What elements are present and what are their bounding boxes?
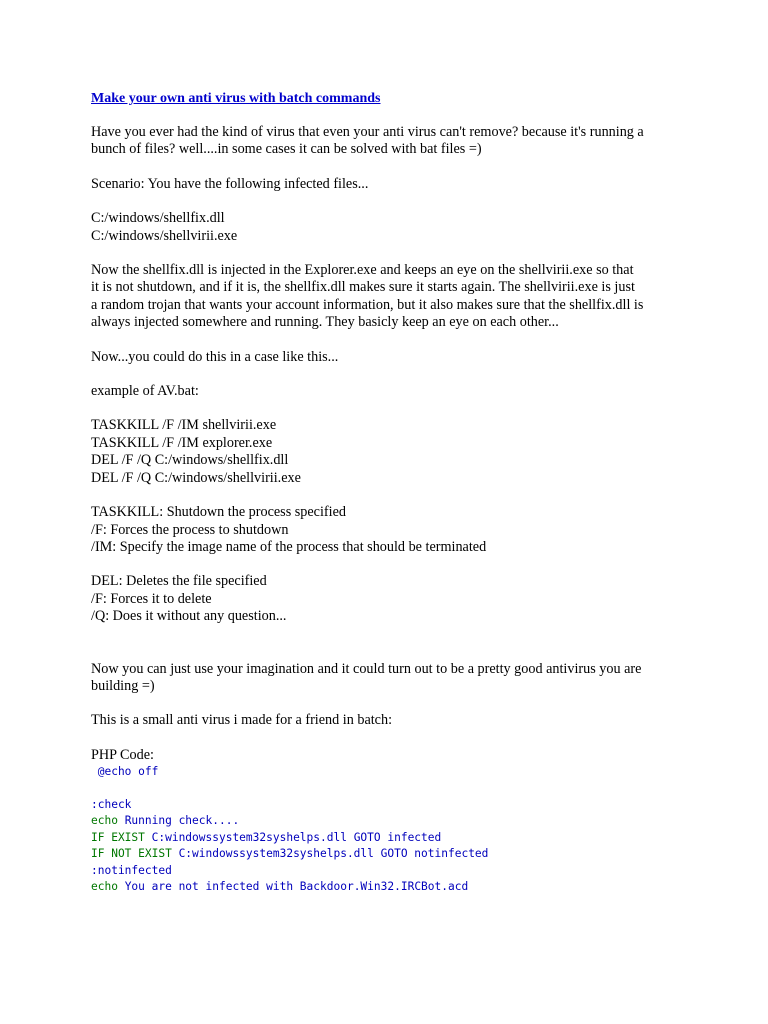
imagination-line: Now you can just use your imagination and it could turn out to be a pretty good antivirus you are xyxy=(91,660,642,677)
code-text: Running check.... xyxy=(117,814,240,828)
help-line: /Q: Does it without any question... xyxy=(91,608,287,625)
batch-command-line: DEL /F /Q C:/windows/shellfix.dll xyxy=(91,452,289,469)
scenario-text: Scenario: You have the following infected files... xyxy=(91,175,369,192)
code-keyword: echo xyxy=(91,814,118,828)
explanation-line: it is not shutdown, and if it is, the shellfix.dll makes sure it starts again. The shellvirii.exe is just xyxy=(91,279,635,296)
article-title-link[interactable]: Make your own anti virus with batch commands xyxy=(91,91,381,106)
code-keyword: IF NOT EXIST xyxy=(91,847,172,861)
intro-line: Have you ever had the kind of virus that even your anti virus can't remove? because it's running a xyxy=(91,124,644,140)
code-line xyxy=(91,846,691,862)
batch-command-line: TASKKILL /F /IM explorer.exe xyxy=(91,434,273,451)
now-text: Now...you could do this in a case like this... xyxy=(91,348,339,365)
code-text: :check xyxy=(91,797,132,811)
code-keyword: IF EXIST xyxy=(91,830,145,844)
intro-line: bunch of files? well....in some cases it can be solved with bat files =) xyxy=(91,141,482,158)
code-line xyxy=(91,830,691,846)
imagination-line: building =) xyxy=(91,677,155,694)
del-help xyxy=(91,573,691,625)
batch-command-line: TASKKILL /F /IM shellvirii.exe xyxy=(91,417,277,434)
code-text: :notinfected xyxy=(91,863,172,877)
code-line xyxy=(91,879,691,895)
explanation-paragraph xyxy=(91,262,691,332)
code-block xyxy=(91,764,691,895)
code-text xyxy=(91,782,98,795)
imagination-paragraph xyxy=(91,661,691,696)
code-line xyxy=(91,863,691,879)
code-line xyxy=(91,764,691,780)
help-line: /IM: Specify the image name of the process that should be terminated xyxy=(91,538,487,555)
infected-file-path: C:/windows/shellfix.dll xyxy=(91,210,225,227)
intro-paragraph xyxy=(91,124,691,159)
code-label: PHP Code: xyxy=(91,746,154,763)
code-text: C:windowssystem32syshelps.dll GOTO infected xyxy=(144,830,442,844)
code-line xyxy=(91,813,691,829)
code-text: @echo off xyxy=(91,765,159,779)
batch-command-line: DEL /F /Q C:/windows/shellvirii.exe xyxy=(91,469,301,486)
code-line xyxy=(91,797,691,813)
help-line: /F: Forces the process to shutdown xyxy=(91,521,289,538)
explanation-line: always injected somewhere and running. They basicly keep an eye on each other... xyxy=(91,314,559,331)
code-text: You are not infected with Backdoor.Win32.IRCBot.acd xyxy=(117,880,469,893)
small-av-text: This is a small anti virus i made for a friend in batch: xyxy=(91,712,393,729)
code-line xyxy=(91,781,691,797)
example-label: example of AV.bat: xyxy=(91,383,199,400)
help-line: /F: Forces it to delete xyxy=(91,590,212,607)
code-keyword: echo xyxy=(91,880,118,893)
help-line: TASKKILL: Shutdown the process specified xyxy=(91,504,346,521)
batch-commands xyxy=(91,417,691,487)
infected-file-path: C:/windows/shellvirii.exe xyxy=(91,227,238,244)
explanation-line: Now the shellfix.dll is injected in the Explorer.exe and keeps an eye on the shellvirii.exe so that xyxy=(91,262,634,279)
taskkill-help xyxy=(91,504,691,556)
help-line: DEL: Deletes the file specified xyxy=(91,573,267,590)
code-text: C:windowssystem32syshelps.dll GOTO notinfected xyxy=(171,847,489,861)
explanation-line: a random trojan that wants your account information, but it also makes sure that the shellfix.dll is xyxy=(91,296,644,313)
document-page xyxy=(91,90,691,895)
infected-files-list xyxy=(91,210,691,245)
